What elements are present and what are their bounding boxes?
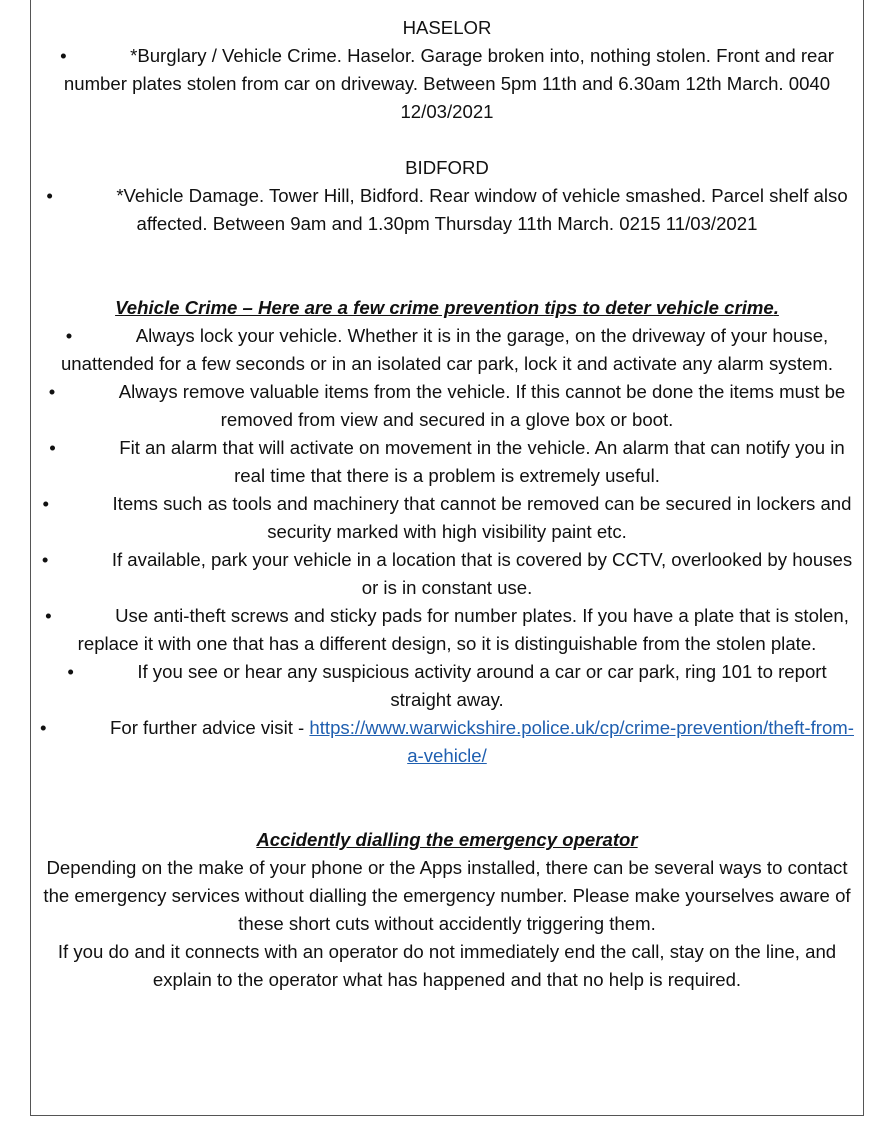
- tip-item: [34, 490, 860, 546]
- incident-bidford: [34, 182, 860, 238]
- tip-item: [34, 322, 860, 378]
- emergency-paragraph-2: If you do and it connects with an operator do not immediately end the call, stay on the line, and explain to the operator what has happened and that no help is required.: [57, 941, 837, 990]
- bullet-icon: •: [46, 185, 53, 206]
- emergency-paragraph-1: Depending on the make of your phone or the Apps installed, there can be several ways to contact the emergency services without dialling the emergency number. Please make yourselves aware of these short cuts without accidently triggering them.: [43, 857, 851, 934]
- tip-text: Always lock your vehicle. Whether it is in the garage, on the driveway of your house, unattended for a few seconds or in an isolated car park, lock it and activate any alarm system.: [60, 325, 834, 374]
- document-body: [34, 14, 860, 994]
- incident-haselor: [34, 42, 860, 126]
- tip-item: [34, 546, 860, 602]
- tip-text: Always remove valuable items from the vehicle. If this cannot be done the items must be removed from view and secured in a glove box or boot.: [118, 381, 846, 430]
- spacer: [34, 238, 860, 294]
- vehicle-crime-title-text: Vehicle Crime – Here are a few crime prevention tips to deter vehicle crime: [115, 297, 774, 318]
- emergency-title: Accidently dialling the emergency operator: [256, 829, 638, 850]
- bullet-icon: •: [41, 549, 49, 570]
- tip-text: Use anti-theft screws and sticky pads for number plates. If you have a plate that is stolen, replace it with one that has a different design, so it is distinguishable from the stolen plate.: [77, 605, 849, 654]
- tip-text: If you see or hear any suspicious activity around a car or car park, ring 101 to report straight away.: [137, 661, 827, 710]
- bullet-icon: •: [48, 381, 56, 402]
- bullet-icon: •: [42, 493, 50, 514]
- spacer: [34, 770, 860, 826]
- advice-link[interactable]: https://www.warwickshire.police.uk/cp/crime-prevention/theft-from-a-vehicle/: [309, 717, 854, 766]
- tip-item: [34, 434, 860, 490]
- incident-location-bidford: BIDFORD: [405, 157, 489, 178]
- tip-text: If available, park your vehicle in a location that is covered by CCTV, overlooked by houses or is in constant use.: [111, 549, 853, 598]
- bullet-icon: •: [45, 605, 52, 626]
- tip-text: Fit an alarm that will activate on movement in the vehicle. An alarm that can notify you in real time that there is a problem is extremely useful.: [119, 437, 845, 486]
- tip-item: [34, 378, 860, 434]
- bullet-icon: •: [40, 717, 47, 738]
- tip-item: [34, 658, 860, 714]
- spacer: [34, 126, 860, 154]
- tip-item: [34, 602, 860, 658]
- vehicle-crime-title-suffix: .: [773, 297, 779, 318]
- incident-text: *Burglary / Vehicle Crime. Haselor. Garage broken into, nothing stolen. Front and rear number plates stolen from car on driveway. Between 5pm 11th and 6.30am 12th March. 0040 12/03/2021: [63, 45, 834, 122]
- bullet-icon: •: [49, 437, 56, 458]
- incident-text: *Vehicle Damage. Tower Hill, Bidford. Rear window of vehicle smashed. Parcel shelf also affected. Between 9am and 1.30pm Thursday 11th March. 0215 11/03/2021: [116, 185, 848, 234]
- bullet-icon: •: [60, 45, 67, 66]
- vehicle-crime-title: [34, 294, 860, 322]
- tip-text: Items such as tools and machinery that cannot be removed can be secured in lockers and security marked with high visibility paint etc.: [112, 493, 852, 542]
- bullet-icon: •: [65, 325, 73, 346]
- bullet-icon: •: [67, 661, 74, 682]
- advice-prefix: For further advice visit -: [110, 717, 310, 738]
- advice-item: [34, 714, 860, 770]
- incident-location-haselor: HASELOR: [402, 17, 492, 38]
